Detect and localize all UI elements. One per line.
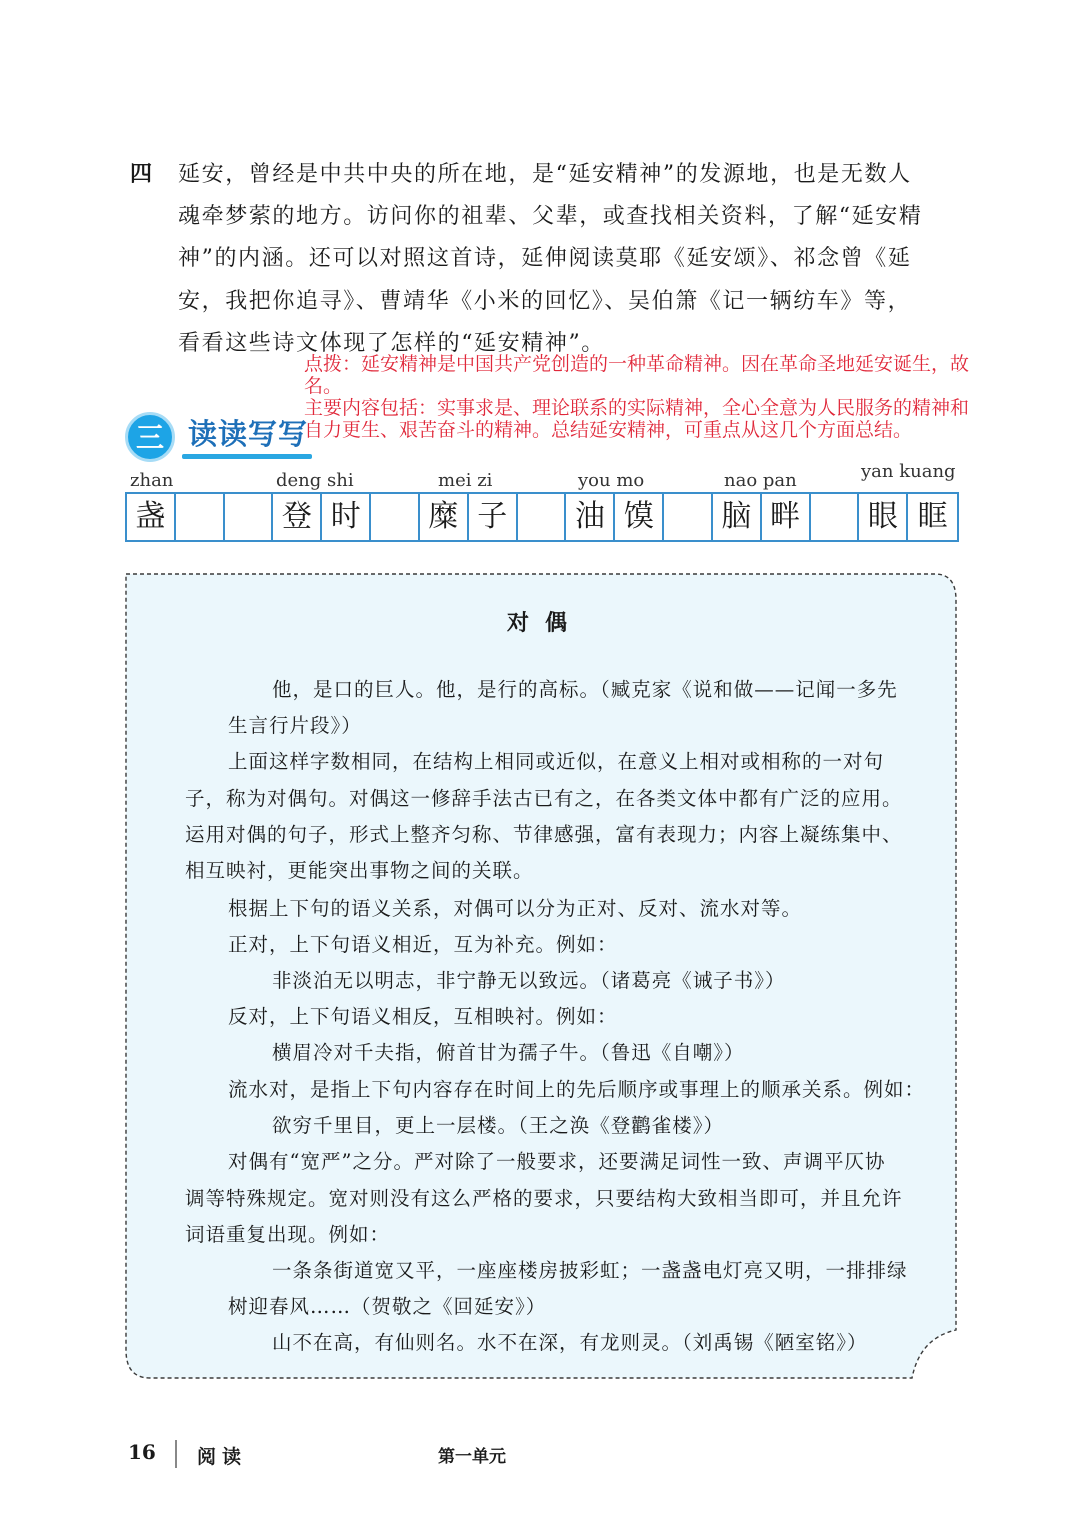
- footer-section: 阅读: [197, 1446, 248, 1468]
- vocab-char-cell: 眼: [859, 494, 908, 540]
- pinyin-label: nao pan: [724, 470, 797, 491]
- section-title: 读读写写: [188, 417, 309, 451]
- concept-box-line: 山不在高，有仙则名。水不在深，有龙则灵。（刘禹锡《陋室铭》）: [272, 1331, 868, 1354]
- vocab-char-cell: 眶: [917, 499, 948, 534]
- section-badge-number: 三: [135, 421, 164, 454]
- concept-box-title: 对偶: [506, 611, 583, 636]
- vocab-char-cell: 油: [566, 494, 615, 540]
- annotation-line: 主要内容包括：实事求是、理论联系的实际精神，全心全意为人民服务的精神和: [304, 397, 970, 419]
- pinyin-label: zhan: [130, 470, 174, 491]
- vocab-char-cell: 馍: [615, 494, 664, 540]
- question-line: 看看这些诗文体现了怎样的“延安精神”。: [178, 331, 605, 356]
- page-number: 16: [128, 1440, 156, 1464]
- question-number: 四: [130, 161, 153, 187]
- annotation-line: 自力更生、艰苦奋斗的精神。总结延安精神，可重点从这几个方面总结。: [304, 419, 913, 441]
- question-line: 安，我把你追寻》、曹靖华《小米的回忆》、吴伯箫《记一辆纺车》等，: [178, 289, 912, 314]
- concept-box-line: 根据上下句的语义关系，对偶可以分为正对、反对、流水对等。: [228, 897, 803, 920]
- concept-box-line: 反对，上下句语义相反，互相映衬。例如：: [228, 1005, 618, 1028]
- question-line: 延安，曾经是中共中央的所在地，是“延安精神”的发源地，也是无数人: [178, 162, 912, 187]
- vocab-char-cell: 登: [273, 494, 322, 540]
- footer-divider: [175, 1440, 177, 1468]
- concept-box-line: 欲穷千里目，更上一层楼。（王之涣《登鹳雀楼》）: [272, 1114, 725, 1137]
- concept-box-line: 非淡泊无以明志，非宁静无以致远。（诸葛亮《诫子书》）: [272, 969, 786, 992]
- question-line: 神”的内涵。还可以对照这首诗，延伸阅读莫耶《延安颂》、祁念曾《延: [178, 246, 912, 271]
- annotation-line: 点拨：延安精神是中国共产党创造的一种革命精神。因在革命圣地延安诞生，故: [304, 353, 970, 375]
- vocab-char-cell: 盏: [127, 494, 176, 540]
- concept-box-line: 一条条街道宽又平，一座座楼房披彩虹；一盏盏电灯亮又明，一排排绿: [272, 1259, 908, 1282]
- concept-box-line: 横眉冷对千夫指，俯首甘为孺子牛。（鲁迅《自嘲》）: [272, 1041, 745, 1064]
- annotation-line: 名。: [304, 375, 343, 397]
- question-line: 魂牵梦萦的地方。访问你的祖辈、父辈，或查找相关资料，了解“延安精: [178, 204, 923, 229]
- pinyin-label: deng shi: [276, 470, 354, 491]
- vocab-char-cell: 糜: [420, 494, 469, 540]
- concept-box-line: 流水对，是指上下句内容存在时间上的先后顺序或事理上的顺承关系。例如：: [228, 1078, 926, 1101]
- concept-box-line: 上面这样字数相同，在结构上相同或近似，在意义上相对或相称的一对句: [228, 750, 885, 773]
- concept-box-line: 调等特殊规定。宽对则没有这么严格的要求，只要结构大致相当即可，并且允许: [185, 1187, 903, 1210]
- vocab-char-cell: 子: [469, 494, 518, 540]
- concept-box-line: 运用对偶的句子，形式上整齐匀称、节律感强，富有表现力；内容上凝练集中、: [185, 823, 903, 846]
- concept-box-line: 词语重复出现。例如：: [185, 1223, 391, 1246]
- concept-box-line: 生言行片段》）: [228, 714, 362, 737]
- pinyin-label: mei zi: [438, 470, 493, 491]
- pinyin-label: you mo: [578, 470, 645, 491]
- concept-box-line: 他，是口的巨人。他，是行的高标。（臧克家《说和做——记闻一多先: [272, 678, 898, 701]
- footer-unit: 第一单元: [438, 1447, 506, 1467]
- concept-box-line: 树迎春风……（贺敬之《回延安》）: [228, 1295, 547, 1318]
- concept-box-line: 对偶有“宽严”之分。严对除了一般要求，还要满足词性一致、声调平仄协: [228, 1150, 886, 1173]
- concept-box-line: 正对，上下句语义相近，互为补充。例如：: [228, 933, 618, 956]
- pinyin-label: yan kuang: [861, 461, 956, 482]
- vocab-char-cell: 时: [322, 494, 371, 540]
- concept-box-line: 相互映衬，更能突出事物之间的关联。: [185, 859, 534, 882]
- vocab-char-cell: 畔: [762, 494, 811, 540]
- vocab-char-cell: 脑: [713, 494, 762, 540]
- concept-box-line: 子，称为对偶句。对偶这一修辞手法古已有之，在各类文体中都有广泛的应用。: [185, 787, 903, 810]
